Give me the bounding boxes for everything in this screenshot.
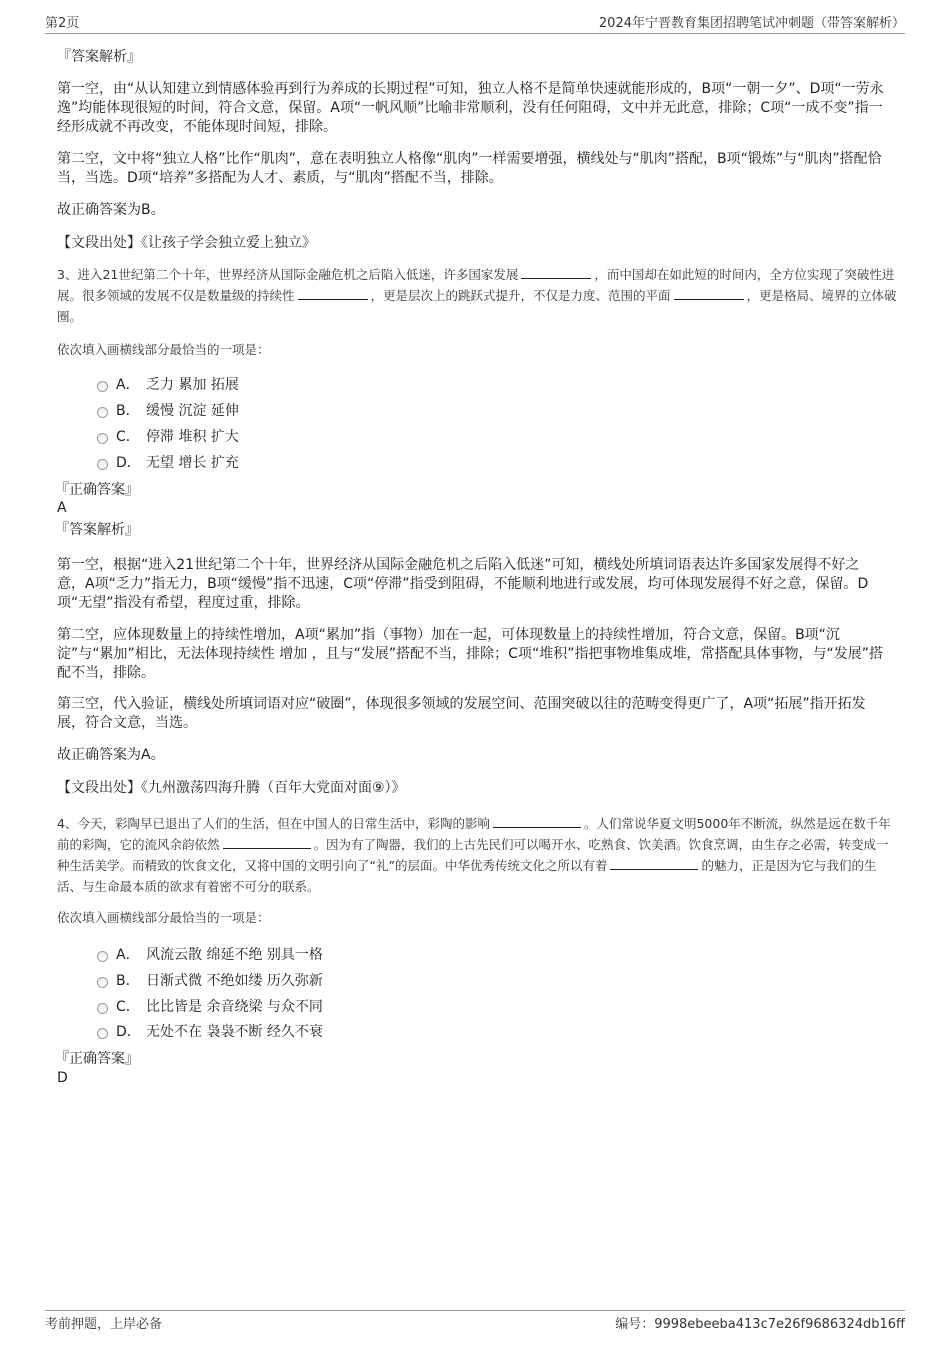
option-label: C． xyxy=(116,429,140,445)
radio-icon[interactable] xyxy=(97,1028,108,1039)
code-value: 9998ebeeba413c7e26f9686324db16ff xyxy=(654,1317,905,1332)
option-label: A． xyxy=(116,377,140,393)
analysis-label: 『答案解析』 xyxy=(55,522,139,538)
radio-icon[interactable] xyxy=(97,381,108,392)
question-text: ，更是格局、境界的立体破圈。 xyxy=(57,288,897,324)
blank xyxy=(674,287,744,300)
question-3-text xyxy=(57,264,897,327)
answer-label: 『正确答案』 xyxy=(55,1051,139,1067)
option-a[interactable] xyxy=(97,944,323,964)
option-label: D． xyxy=(116,455,141,471)
blank xyxy=(223,836,311,849)
footer-slogan: 考前押题，上岸必备 xyxy=(45,1317,163,1332)
blank xyxy=(610,857,698,870)
analysis-paragraph: 第二空，文中将“独立人格”比作“肌肉”，意在表明独立人格像“肌肉”一样需要增强，横线处与“肌肉”搭配，B项“锻炼”与“肌肉”搭配恰当，当选。D项“培养”多搭配为人才、素质，与“肌肉”搭配不当，排除。 xyxy=(57,151,882,186)
option-text: 停滞 堆积 扩大 xyxy=(146,429,239,445)
blank xyxy=(298,287,368,300)
answer-value: A xyxy=(57,500,67,516)
option-d[interactable] xyxy=(97,452,239,472)
analysis-paragraph: 第三空，代入验证，横线处所填词语对应“破圈”，体现很多领域的发展空间、范围突破以往的范畴变得更广了，A项“拓展”指开拓发展，符合文意，当选。 xyxy=(57,696,866,731)
question-text: ，而中国却在如此短的时间内，全方位实现了突破性进展。很多领域的发展不仅是数量级的持续性 xyxy=(57,267,895,303)
option-c[interactable] xyxy=(97,996,323,1016)
radio-icon[interactable] xyxy=(97,951,108,962)
document-title: 2024年宁晋教育集团招聘笔试冲刺题（带答案解析） xyxy=(598,16,905,31)
document-code xyxy=(615,1313,905,1332)
page-number: 第2页 xyxy=(45,16,80,31)
analysis-paragraph: 第一空，根据“进入21世纪第二个十年，世界经济从国际金融危机之后陷入低迷”可知，横线处所填词语表达许多国家发展得不好之意，A项“乏力”指无力，B项“缓慢”指不迅速，C项“停滞”指受到阻碍，不能顺利地进行或发展，均可体现发展得不好之意，保留。D项“无望”指没有希望，程度过重，排除。 xyxy=(57,557,869,611)
radio-icon[interactable] xyxy=(97,459,108,470)
question-prompt: 依次填入画横线部分最恰当的一项是： xyxy=(57,342,270,357)
option-label: B． xyxy=(116,403,140,419)
radio-icon[interactable] xyxy=(97,433,108,444)
option-a[interactable] xyxy=(97,374,239,394)
answer-label: 『正确答案』 xyxy=(55,482,139,498)
analysis-conclusion: 故正确答案为B。 xyxy=(57,202,165,218)
option-text: 风流云散 绵延不绝 别具一格 xyxy=(146,947,323,963)
footer-divider xyxy=(45,1310,905,1311)
option-text: 比比皆是 余音绕梁 与众不同 xyxy=(146,999,323,1015)
option-text: 缓慢 沉淀 延伸 xyxy=(146,403,239,419)
option-text: 无望 增长 扩充 xyxy=(146,455,239,471)
source-citation: 【文段出处】《九州激荡四海升腾（百年大党面对面⑨）》 xyxy=(57,780,406,796)
analysis-paragraph: 第一空，由“从认知建立到情感体验再到行为养成的长期过程”可知，独立人格不是简单快速就能形成的，B项“一朝一夕”、D项“一劳永逸”均能体现很短的时间，符合文意，保留。A项“一帆风顺”比喻非常顺利，没有任何阻碍，文中并无此意，排除；C项“一成不变”指一经形成就不再改变，不能体现时间短，排除。 xyxy=(57,81,884,135)
source-citation: 【文段出处】《让孩子学会独立爱上独立》 xyxy=(57,235,316,251)
question-text: 。因为有了陶器，我们的上古先民们可以喝开水、吃熟食、饮美酒。饮食烹调，由生存之必需，转变成一种生活美学。而精致的饮食文化，又将中国的文明引向了“礼”的层面。中华优秀传统文化之所以有着 xyxy=(57,837,889,873)
radio-icon[interactable] xyxy=(97,977,108,988)
option-label: C． xyxy=(116,999,140,1015)
analysis-label: 『答案解析』 xyxy=(57,49,141,65)
blank xyxy=(521,266,591,279)
radio-icon[interactable] xyxy=(97,1003,108,1014)
question-4-text xyxy=(57,813,897,897)
option-text: 日渐式微 不绝如缕 历久弥新 xyxy=(146,973,323,989)
option-b[interactable] xyxy=(97,400,239,420)
option-text: 乏力 累加 拓展 xyxy=(146,377,239,393)
question-text: 4、今天，彩陶早已退出了人们的生活，但在中国人的日常生活中，彩陶的影响 xyxy=(57,816,490,831)
question-prompt: 依次填入画横线部分最恰当的一项是： xyxy=(57,910,270,925)
analysis-paragraph: 第二空，应体现数量上的持续性增加，A项“累加”指（事物）加在一起，可体现数量上的持续性增加，符合文意，保留。B项“沉淀”与“累加”相比，无法体现持续性 增加 ，且与“发展”搭配不当，排除；C项“堆积”指把事物堆集成堆，常搭配具体事物，与“发展”搭配不当，排除。 xyxy=(57,627,883,681)
option-b[interactable] xyxy=(97,970,323,990)
radio-icon[interactable] xyxy=(97,407,108,418)
option-d[interactable] xyxy=(97,1021,323,1041)
option-label: D． xyxy=(116,1024,141,1040)
option-label: B． xyxy=(116,973,140,989)
question-text: ，更是层次上的跳跃式提升，不仅是力度、范围的平面 xyxy=(370,288,671,303)
question-text: 3、进入21世纪第二个十年，世界经济从国际金融危机之后陷入低迷，许多国家发展 xyxy=(57,267,519,282)
option-text: 无处不在 袅袅不断 经久不衰 xyxy=(146,1024,323,1040)
option-label: A． xyxy=(116,947,140,963)
question-text: 。人们常说华夏文明5000年不断流，纵然是远在数千年前的彩陶，它的流风余韵依然 xyxy=(57,816,891,852)
option-c[interactable] xyxy=(97,426,239,446)
question-text: 的魅力，正是因为它与我们的生活、与生命最本质的欲求有着密不可分的联系。 xyxy=(57,858,877,894)
code-label: 编号： xyxy=(615,1317,655,1332)
answer-value: D xyxy=(57,1070,68,1086)
blank xyxy=(493,815,581,828)
analysis-conclusion: 故正确答案为A。 xyxy=(57,747,165,763)
header-divider xyxy=(45,33,905,34)
